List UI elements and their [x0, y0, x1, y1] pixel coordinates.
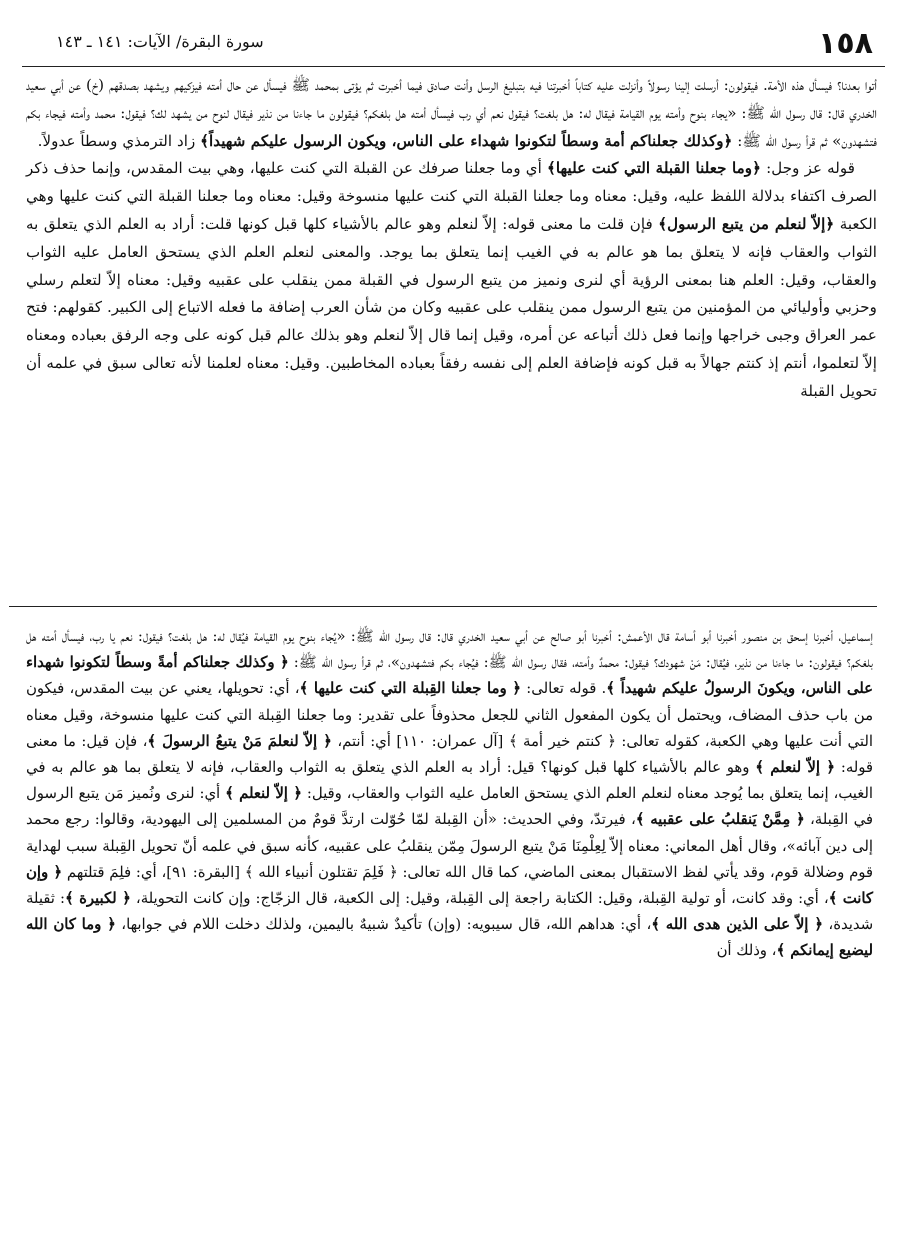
- footnote-paragraph: [26, 624, 873, 965]
- text-run: . قوله تعالى:: [520, 680, 607, 698]
- text-run: فإن قلت ما معنى قوله: إلاّ لنعلم وهو عالم بالأشياء كلها قبل كونها قلت: أراد به العلم الذي يتعلق به الثواب والعقاب فإنه لا يتعلق بما هو عالم به في الغيب إنما يتعلق بما يوجد. والمعنى لنعلم العلم الذي يستحق العامل عليه الثواب والعقاب، وقيل: العلم هنا بمعنى الرؤية أي لنرى ونميز من يتبع الرسول في القبلة ممن ينقلب على عقبيه وقيل: معناه إلاّ لتعلم رسلي وحزبي وأوليائي من المؤمنين من يتبع الرسول ممن ينقلب على عقبيه وكان من شأن العرب إضافة ما فعله الاتباع إلى الكبير. كقولهم: فتح عمر العراق وجبى خراجها وإنما فعل ذلك أتباعه عن أمره، وقيل إنما قال إلاّ لنعلم وهو بذلك عالم قبل كونه على وجه الرفق بعباده ومعناه إلاّ لتعلموا، أنتم إذ كنتم جهالاً به قبل كونه فإضافة العلم إلى نفسه رفقاً بعباده المخاطبين. وقيل: معناه لعلمنا لأنه تعالى سبق في علمه أن تحويل القبلة: [26, 214, 877, 400]
- text-run: ، أي: وقد كانت، أو تولية القِبلة، وقيل: الكتابة راجعة إلى القِبلة، وقيل: إلى الكعبة، قال الزجّاج: وإن كانت التحويلة،: [130, 890, 829, 908]
- quran-quote: ﴿ لكبيرة ﴾: [64, 890, 131, 908]
- quran-quote: ﴿ وما جعلنا القِبلة التي كنت عليها ﴾: [299, 680, 521, 698]
- main-text: [26, 72, 877, 406]
- text-run: ، أي: هداهم الله، قال سيبويه: (وإن) تأكيدٌ شبيهٌ باليمين، ولذلك دخلت اللام في جوابها،: [115, 916, 652, 934]
- paragraph: [26, 155, 877, 405]
- quran-quote: ﴿ وإن كانت ﴾: [26, 863, 873, 908]
- text-run: ، فيرتدّ، وفي الحديث: «أن القِبلة لمّا حُوّلت ارتدَّ قومٌ من المسلمين إلى اليهودية، وقالوا: رجع محمد إلى دين آبائه»، وقال أهل المعاني: معناه إلاّ لِعِلْمِنَا مَنْ يتبع الرسولَ مِمّن ينقلبُ على عقبيه، كأنه سبق في علمه أنّ تحويل القِبلة سبب لهداية قوم وضلالة قوم، وقد يأتي لفظ الاستقبال بمعنى الماضي، كما قال الله تعالى: ﴿ فَلِمَ تقتلون أنبياء الله ﴾ [البقرة: ٩١]، أي: فلِمَ قتلتهم: [26, 811, 874, 881]
- quran-quote: ﴿ وكذلك جعلناكم أمةً وسطاً لتكونوا شهداء على الناس، ويكونَ الرسولُ عليكم شهيداً ﴾: [26, 654, 873, 698]
- text-run: أتوا بعدنا؟ فيسأل هذه الأمة. فيقولون: أرسلت إلينا رسولاً وأنزلت عليه كتاباً أخبرتنا فيه بتبليغ الرسل وأنت صادق فيما أخبرت ثم يؤتى بمحمد ﷺ فيسأل عن حال أمته فيزكيهم ويشهد بصدقهم (خ) عن أبي سعيد الخدري قال: قال رسول الله ﷺ: «يجاء بنوح وأمته يوم القيامة فيقال له: هل بلغت؟ فيقول نعم أي رب فيسأل أمته هل بلغكم؟ فيقولون ما جاءنا من نذير فيقال لنوح من يشهد لك؟ فيقول: محمد وأمته فيجاء بكم فتشهدون» ثم قرأ رسول الله ﷺ:: [26, 76, 877, 150]
- paragraph: [26, 72, 877, 155]
- header-rule: [22, 66, 885, 67]
- text-run: : ثقيلة شديدة،: [26, 890, 874, 934]
- page-header: [22, 26, 885, 68]
- quran-quote: ﴿ إلاّ لنعلمَ مَنْ يتبعُ الرسولَ ﴾: [147, 732, 332, 750]
- text-run: قوله عز وجل:: [761, 159, 855, 178]
- quran-quote: ﴿ إلاّ لنعلم ﴾: [225, 785, 302, 803]
- text-run: ، فإن قيل: ما معنى قوله:: [26, 732, 874, 777]
- text-run: أي: لنرى ونُميز مَن يتبع الرسول في القِبلة،: [26, 785, 873, 829]
- quran-quote: ﴿إلاّ لنعلم من يتبع الرسول﴾: [658, 214, 835, 233]
- quran-quote: ﴿ وما كان الله ليضيع إيمانكم ﴾: [26, 916, 873, 960]
- quran-quote: ﴿ إلاّ لنعلم ﴾: [755, 759, 835, 777]
- text-run: ، وذلك أن: [716, 942, 777, 960]
- text-run: إسماعيل، أخبرنا إسحق بن منصور أخبرنا أبو أسامة قال الأعمش: أخبرنا أبو صالح عن أبي سعيد الخدري قال: قال رسول الله ﷺ: «يُجاء بنوح يوم القيامة فيُقال له: هل بلغت؟ فيقول: نعم يا رب، فيسأل أمته هل بلغكم؟ فيقولون: ما جاءنا من نذير، فيُقال: مَنْ شهودك؟ فيقول: محمدٌ وأمته، فقال رسول الله ﷺ: فيُجاء بكم فتشهدون»، ثم قرأ رسول الله ﷺ:: [26, 628, 873, 672]
- quran-quote: ﴿ مِمَّنْ يَنقلبُ على عقبيه ﴾: [635, 811, 805, 829]
- footnote-rule: [9, 606, 877, 607]
- running-title: سورة البقرة/ الآيات: ١٤١ ـ ١٤٣: [56, 32, 264, 51]
- footnotes: [26, 624, 873, 965]
- text-run: ، أي: تحويلها، يعني عن بيت المقدس، فيكون من باب حذف المضاف، ويحتمل أن يكون المفعول الثاني للجعل محذوفاً على تقدير: وما جعلنا القِبلة التي كنت عليها منسوخة، وقيل معناه التي أنت عليها وهي الكعبة، كقوله تعالى: ﴿ كنتم خير أمة ﴾ [آل عمران: ١١٠] أي: أنتم،: [26, 680, 873, 750]
- page-number: ١٥٨: [818, 26, 873, 61]
- quran-quote: ﴿وكذلك جعلناكم أمة وسطاً لتكونوا شهداء على الناس، ويكون الرسول عليكم شهيداً﴾: [200, 131, 733, 150]
- text-run: أي وما جعلنا صرفك عن القبلة التي كنت عليها، وهي بيت المقدس، وإنما حذف ذكر الصرف اكتفاء بدلالة اللفظ عليه، وقيل: معناه وما جعلنا القبلة التي كنت عليها منسوخة وقيل: معناه وما جعلنا القبلة التي كنت عليها وهي الكعبة: [26, 159, 877, 233]
- text-run: زاد الترمذي وسطاً عدولاً.: [37, 131, 201, 150]
- quran-quote: ﴿وما جعلنا القبلة التي كنت عليها﴾: [547, 159, 762, 178]
- text-run: وهو عالم بالأشياء كلها قبل كونها؟ قيل: أراد به العلم الذي يتعلق به الثواب والعقاب، فإنه لا يتعلق بما هو عالم به في الغيب، إنما يتعلق بما يُوجد معناه لنعلم العلم الذي يستحق العامل عليه الثواب والعقاب، وقيل:: [26, 759, 874, 803]
- quran-quote: ﴿ إلاّ على الذين هدى الله ﴾: [651, 916, 823, 934]
